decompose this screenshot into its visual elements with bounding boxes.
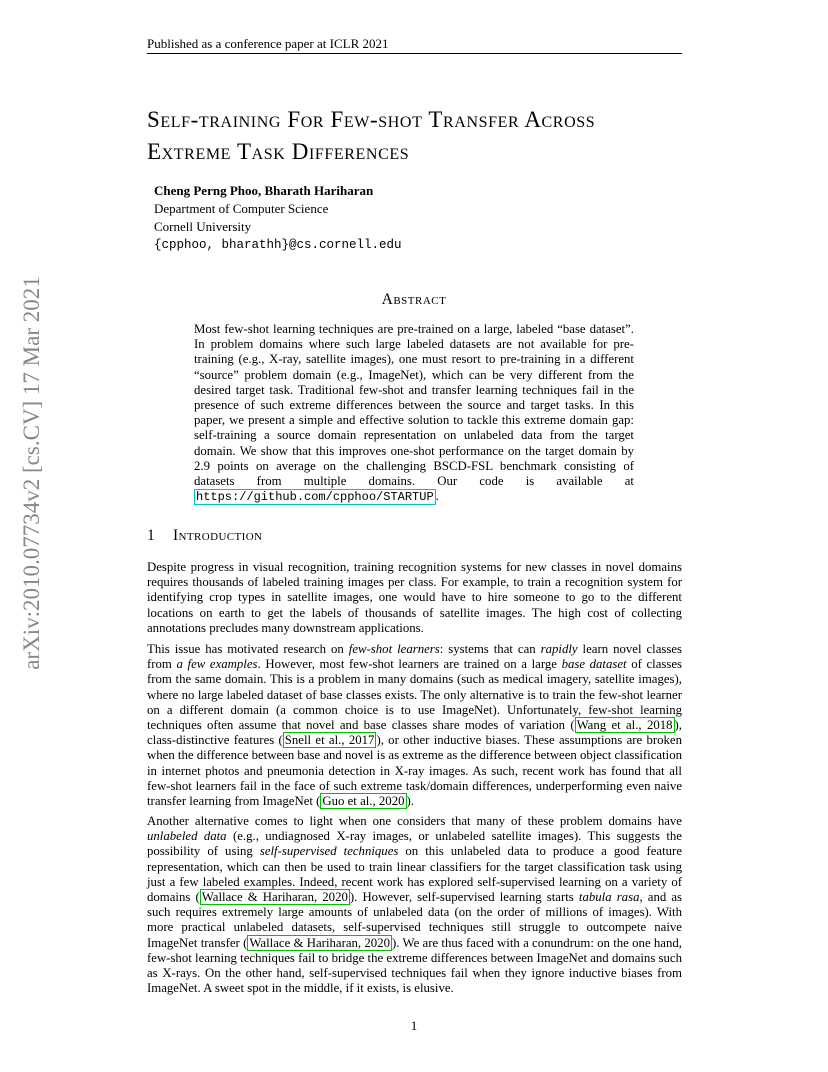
abstract-text: Most few-shot learning techniques are pre-trained on a large, labeled “base dataset”. In problem domains where such large labeled datasets are not available for pre-training (e.g., X-ray, satellite images), one must resort to pre-training in a different “source” problem domain (e.g., ImageNet), which can be very different from the desired target task. Traditional few-shot and transfer learning techniques fail in the presence of such extreme differences between the source and target tasks. In this paper, we present a simple and effective solution to tackle this extreme domain gap: self-training a source domain representation on unlabeled data from the target domain. We show that this improves one-shot performance on the target domain by 2.9 points on average on the challenging BSCD-FSL benchmark consisting of datasets from multiple domains. Our code is available at	[194, 322, 634, 489]
running-header: Published as a conference paper at ICLR 2021	[147, 36, 389, 51]
text-run: : systems that can	[439, 642, 541, 656]
citation-link[interactable]: Guo et al., 2020	[322, 794, 405, 809]
title-line-2: Extreme Task Differences	[147, 139, 410, 164]
text-run: of classes from the same domain. This is a problem in many domains (such as medical imagery, satellite images), where no large labeled dataset of base classes exists. The only alternative is to train the few-shot learner on a different domain (a common choice is to use ImageNet). Unfortunately, few-shot learning techniques often assume that novel and base classes share modes of variation (	[147, 657, 683, 733]
text-run: , and as such requires extremely large amounts of unlabeled data (on the order of millions of images). With more practical unlabeled datasets, self-supervised techniques still struggle to outcompete naive ImageNet transfer (	[147, 890, 683, 950]
emphasis: base dataset	[561, 657, 627, 672]
intro-paragraph-1: Despite progress in visual recognition, training recognition systems for new classes in novel domains requires thousands of labeled training images per class. For example, to train a recognition system for identifying crop types in satellite images, one would have to hire someone to go to the different locations on earth to get the labels of thousands of satellite images. The high cost of collecting annotations precludes many downstream applications.	[147, 560, 682, 635]
code-link[interactable]: https://github.com/cpphoo/STARTUP	[196, 490, 434, 505]
text-run: ), or other inductive biases. These assumptions are broken when the difference between base and novel is as extreme as the difference between object classification in internet photos and pneumonia detection in X-ray images. As such, recent work has found that all few-shot learners fail in the face of such extreme task/domain differences, underperforming even naive transfer learning from ImageNet (	[147, 733, 683, 809]
section-heading	[147, 527, 262, 545]
emphasis: unlabeled data	[147, 829, 227, 844]
intro-paragraph-2	[147, 642, 682, 809]
intro-paragraph-3	[147, 814, 682, 996]
author-department: Department of Computer Science	[154, 201, 329, 216]
emphasis: self-supervised techniques	[259, 844, 399, 859]
text-run: ). However, self-supervised learning starts	[349, 890, 579, 905]
arxiv-stamp-text: arXiv:2010.07734v2 [cs.CV] 17 Mar 2021	[19, 276, 44, 670]
text-run: ), class-distinctive features (	[147, 718, 683, 748]
text-run: (e.g., undiagnosed X-ray images, or unlabeled satellite images). This suggests the possibility of using	[147, 829, 682, 859]
emphasis: a few examples	[176, 657, 258, 672]
text-run: Another alternative comes to light when one considers that many of these problem domains have	[147, 814, 682, 828]
emphasis: rapidly	[540, 642, 578, 656]
arxiv-stamp	[12, 276, 52, 670]
page-number: 1	[410, 1018, 418, 1033]
emphasis: few-shot learners	[348, 642, 440, 656]
author-block	[154, 182, 402, 254]
emphasis: tabula rasa	[578, 890, 640, 905]
citation-link[interactable]: Wang et al., 2018	[576, 718, 673, 733]
text-run: on this unlabeled data to produce a good feature representation, which can then be used to train linear classifiers for the target classification task using just a few labeled examples. Indeed, recent work has explored self-supervised learning on a variety of domains (	[147, 844, 682, 905]
citation-link[interactable]: Wallace & Hariharan, 2020	[249, 935, 390, 950]
header-rule	[147, 53, 682, 54]
author-names: Cheng Perng Phoo, Bharath Hariharan	[154, 183, 374, 198]
title-line-1: Self-training For Few-shot Transfer Across	[147, 107, 596, 132]
text-run: ). We are thus faced with a conundrum: on the one hand, few-shot learning techniques fail to bridge the extreme differences between ImageNet and domains such as X-rays. On the other hand, self-supervised techniques fail when they ignore inductive biases from ImageNet. A sweet spot in the middle, if it exists, is elusive.	[147, 935, 682, 996]
abstract-heading: Abstract	[381, 291, 447, 308]
text-run: learn novel classes from	[147, 642, 683, 672]
citation-link[interactable]: Wallace & Hariharan, 2020	[201, 890, 348, 905]
abstract-body	[194, 322, 634, 505]
text-run: . However, most few-shot learners are trained on a large	[257, 657, 562, 672]
paper-title	[147, 104, 707, 168]
section-number: 1	[147, 527, 156, 544]
text-run: ).	[406, 794, 414, 809]
abstract-suffix: .	[435, 489, 439, 504]
citation-link[interactable]: Snell et al., 2017	[284, 733, 375, 748]
author-university: Cornell University	[154, 219, 252, 234]
text-run: This issue has motivated research on	[147, 642, 349, 656]
author-email: {cpphoo, bharathh}@cs.cornell.edu	[154, 238, 402, 252]
section-title: Introduction	[173, 527, 263, 544]
